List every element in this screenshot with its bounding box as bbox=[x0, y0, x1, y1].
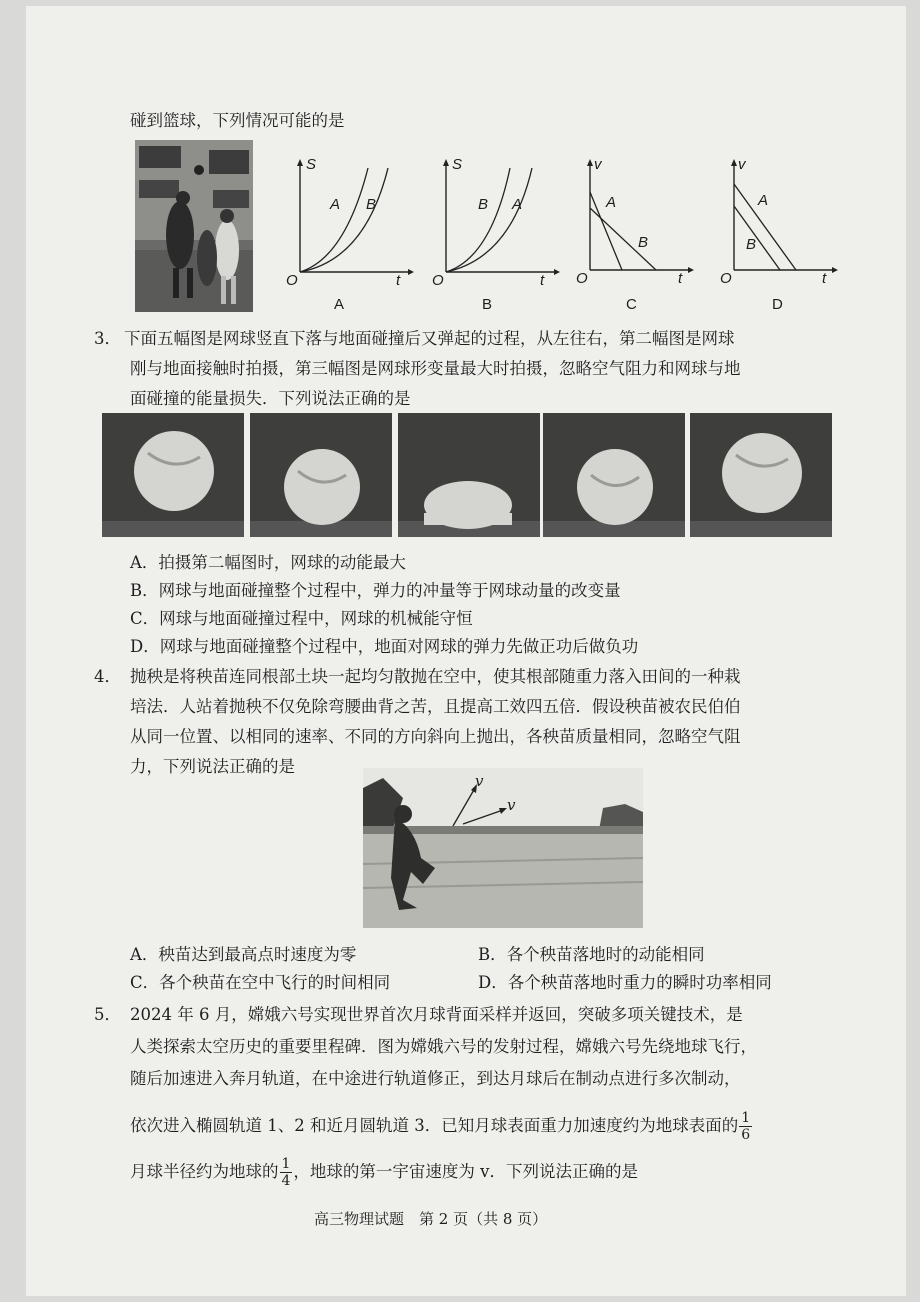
fraction-one-sixth-numerator: 1 bbox=[741, 1110, 751, 1126]
q3-option-a: A．拍摄第二幅图时，网球的动能最大 bbox=[130, 553, 406, 572]
graph-a bbox=[286, 156, 415, 289]
q4-stem-line-4: 力，下列说法正确的是 bbox=[130, 757, 295, 776]
tennis-ball-photo-5 bbox=[690, 413, 832, 537]
graph-b-origin: O bbox=[432, 272, 444, 289]
graph-b-curve-2 bbox=[446, 168, 532, 272]
q5-stem-line-1: 2024 年 6 月，嫦娥六号实现世界首次月球背面采样并返回，突破多项关键技术，是 bbox=[130, 1005, 743, 1024]
graph-d-svg bbox=[728, 158, 840, 288]
graph-a-svg bbox=[290, 158, 415, 288]
q3-stem-line-3: 面碰撞的能量损失．下列说法正确的是 bbox=[130, 389, 411, 408]
graph-d-option-label: D bbox=[772, 296, 783, 313]
q4-option-b: B．各个秧苗落地时的动能相同 bbox=[478, 945, 705, 964]
graph-d-origin: O bbox=[720, 270, 732, 287]
q5-line5-post: ，地球的第一宇宙速度为 v．下列说法正确的是 bbox=[293, 1162, 638, 1181]
q5-number: 5． bbox=[94, 1005, 121, 1024]
q4-number: 4． bbox=[94, 667, 121, 686]
photo-velocity-label-1: v bbox=[475, 772, 484, 790]
q5-stem-line-4 bbox=[130, 1110, 753, 1143]
graph-d-x-label: t bbox=[822, 270, 827, 287]
graph-b-curve-label-1: B bbox=[478, 196, 489, 213]
q5-stem-line-5 bbox=[130, 1156, 638, 1189]
basketball-photo bbox=[135, 140, 253, 312]
graph-b-y-label: S bbox=[452, 156, 463, 173]
q3-option-c: C．网球与地面碰撞过程中，网球的机械能守恒 bbox=[130, 609, 473, 628]
graph-d-curve-label-2: B bbox=[746, 236, 757, 253]
q5-stem-line-3: 随后加速进入奔月轨道，在中途进行轨道修正，到达月球后在制动点进行多次制动， bbox=[130, 1069, 741, 1088]
graph-c-curve-label-1: A bbox=[606, 194, 617, 211]
graph-c-y-label: v bbox=[594, 156, 602, 173]
tennis-ball-photo-4 bbox=[543, 413, 685, 537]
graph-a-curve-label-1: A bbox=[330, 196, 341, 213]
graph-a-curve-2 bbox=[300, 168, 388, 272]
q3-number: 3． bbox=[94, 329, 121, 348]
q3-option-d: D．网球与地面碰撞整个过程中，地面对网球的弹力先做正功后做负功 bbox=[130, 637, 639, 656]
q4-option-a: A．秧苗达到最高点时速度为零 bbox=[130, 945, 357, 964]
graph-d-y-label: v bbox=[738, 156, 746, 173]
q5-line5-pre: 月球半径约为地球的 bbox=[130, 1162, 279, 1181]
q2-stem-tail: 碰到篮球，下列情况可能的是 bbox=[130, 111, 345, 130]
graph-b-svg bbox=[436, 158, 561, 288]
q4-option-d: D．各个秧苗落地时重力的瞬时功率相同 bbox=[478, 973, 772, 992]
graph-a-option-label: A bbox=[334, 296, 345, 313]
graph-b bbox=[432, 156, 561, 289]
q3-stem-line-1: 下面五幅图是网球竖直下落与地面碰撞后又弹起的过程，从左往右，第二幅图是网球 bbox=[124, 329, 735, 348]
graph-a-curve-1 bbox=[300, 168, 368, 272]
fraction-one-quarter-denominator: 4 bbox=[281, 1173, 291, 1189]
graph-a-origin: O bbox=[286, 272, 298, 289]
graph-b-curve-label-2: A bbox=[512, 196, 523, 213]
graph-b-option-label: B bbox=[482, 296, 493, 313]
tennis-ball-photo-1 bbox=[102, 413, 244, 537]
tennis-ball-photo-3 bbox=[398, 413, 540, 537]
graph-c-x-label: t bbox=[678, 270, 683, 287]
graph-c-curve-label-2: B bbox=[638, 234, 649, 251]
q4-option-c: C．各个秧苗在空中飞行的时间相同 bbox=[130, 973, 391, 992]
q5-stem-line-4-text: 依次进入椭圆轨道 1、2 和近月圆轨道 3．已知月球表面重力加速度约为地球表面的 bbox=[130, 1116, 739, 1135]
page-footer: 高三物理试题 第 2 页（共 8 页） bbox=[314, 1210, 548, 1228]
graph-d-curve-label-1: A bbox=[758, 192, 769, 209]
rice-seedling-throwing-photo bbox=[363, 768, 643, 928]
graph-c-svg bbox=[584, 158, 696, 288]
graph-a-curve-label-2: B bbox=[366, 196, 377, 213]
graph-a-y-label: S bbox=[306, 156, 317, 173]
fraction-one-quarter bbox=[280, 1156, 293, 1189]
q4-stem-line-3: 从同一位置、以相同的速率、不同的方向斜向上抛出，各秧苗质量相同，忽略空气阻 bbox=[130, 727, 741, 746]
graph-b-x-label: t bbox=[540, 272, 545, 289]
q4-stem-line-1: 抛秧是将秧苗连同根部土块一起均匀散抛在空中，使其根部随重力落入田间的一种栽 bbox=[130, 667, 741, 686]
q3-option-b: B．网球与地面碰撞整个过程中，弹力的冲量等于网球动量的改变量 bbox=[130, 581, 621, 600]
tennis-ball-photo-2 bbox=[250, 413, 392, 537]
fraction-one-quarter-numerator: 1 bbox=[281, 1156, 291, 1172]
photo-velocity-label-2: v bbox=[507, 796, 516, 814]
graph-c-option-label: C bbox=[626, 296, 637, 313]
graph-c bbox=[576, 156, 696, 288]
q3-stem-line-2: 刚与地面接触时拍摄，第三幅图是网球形变量最大时拍摄，忽略空气阻力和网球与地 bbox=[130, 359, 741, 378]
graph-b-curve-1 bbox=[446, 168, 510, 272]
graph-a-x-label: t bbox=[396, 272, 401, 289]
fraction-one-sixth-denominator: 6 bbox=[741, 1127, 751, 1143]
q5-stem-line-2: 人类探索太空历史的重要里程碑．图为嫦娥六号的发射过程，嫦娥六号先绕地球飞行， bbox=[130, 1037, 757, 1056]
graph-c-origin: O bbox=[576, 270, 588, 287]
graph-d bbox=[720, 156, 840, 288]
fraction-one-sixth bbox=[739, 1110, 752, 1143]
q4-stem-line-2: 培法．人站着抛秧不仅免除弯腰曲背之苦，且提高工效四五倍．假设秧苗被农民伯伯 bbox=[130, 697, 741, 716]
